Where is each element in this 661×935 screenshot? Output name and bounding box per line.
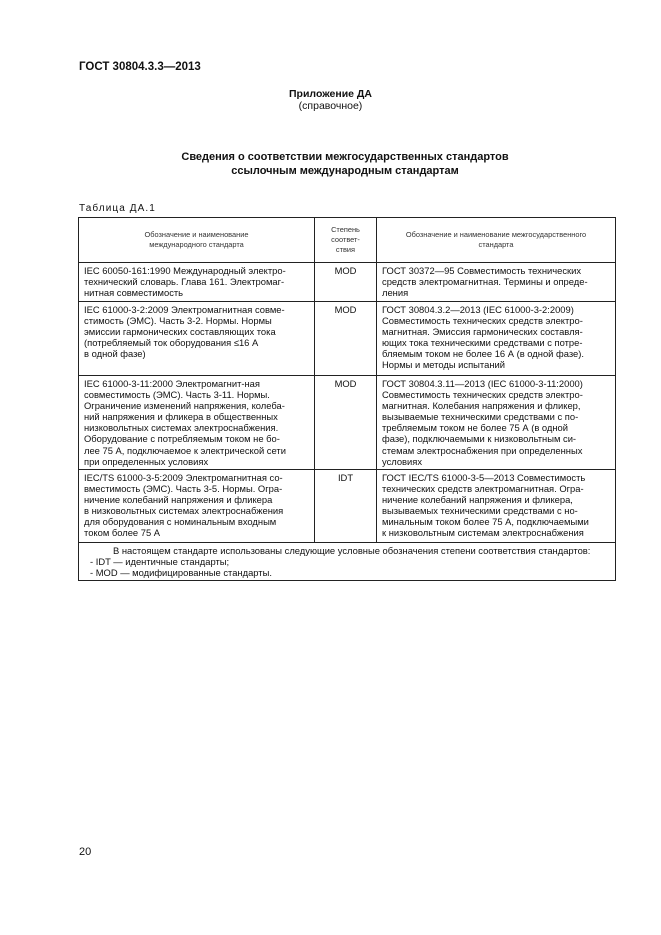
interstate-standard-cell: ГОСТ 30804.3.11—2013 (IEC 61000-3-11:2000) Совместимость технических средств электро- магнитная. Колебания напряжения и фликер, вызываемые техническими средствами с по- требляемым током не более 75 А (в одной фазе), подключаемыми к низковольтным си- стемам электроснабжения при определенных условиях [377, 376, 616, 470]
document-code: ГОСТ 30804.3.3—2013 [79, 61, 201, 73]
annex-subtitle: (справочное) [298, 100, 363, 112]
degree-cell: MOD [315, 263, 377, 302]
table-note [79, 542, 616, 580]
international-standard-cell: IEC 61000-3-2:2009 Электромагнитная совме- стимость (ЭМС). Часть 3-2. Нормы. Нормы эмиссии гармонических составляющих тока (потребляемый ток оборудования ≤16 А в одной фазе) [79, 302, 315, 376]
page-number: 20 [79, 846, 92, 858]
international-standard-cell: IEC 61000-3-11:2000 Электромагнит-ная совместимость (ЭМС). Часть 3-11. Нормы. Ограничение изменений напряжения, колеба- ний напряжения и фликера в общественных низковольтных системах электроснабжения. Оборудование с потребляемым током не бо- лее 75 А, подключаемое к электрической сети при определенных условиях [79, 376, 315, 470]
table-row [79, 263, 616, 302]
interstate-standard-cell: ГОСТ 30804.3.2—2013 (IEC 61000-3-2:2009) Совместимость технических средств электро- магнитная. Эмиссия гармонических составля- ющих тока техническими средствами с потре- бляемым током не более 16 А (в одной фазе). Нормы и методы испытаний [377, 302, 616, 376]
header-interstate-standard: Обозначение и наименование межгосударственного стандарта [377, 218, 616, 263]
degree-cell: MOD [315, 376, 377, 470]
table-caption: Таблица ДА.1 [79, 203, 156, 214]
note-item-mod: - MOD — модифицированные стандарты. [90, 566, 272, 578]
header-degree: Степень соответ- ствия [315, 218, 377, 263]
table-note-row [79, 542, 616, 580]
interstate-standard-cell: ГОСТ 30372—95 Совместимость технических средств электромагнитная. Термины и опреде- ления [377, 263, 616, 302]
note-item-idt: - IDT — идентичные стандарты; [90, 555, 230, 567]
table-row [79, 302, 616, 376]
table-row [79, 376, 616, 470]
table-header-row [79, 218, 616, 263]
section-heading [0, 151, 661, 178]
header-international-standard: Обозначение и наименование международного стандарта [79, 218, 315, 263]
degree-cell: MOD [315, 302, 377, 376]
international-standard-cell: IEC/TS 61000-3-5:2009 Электромагнитная со- вместимость (ЭМС). Часть 3-5. Нормы. Огра- ничение колебаний напряжения и фликера в низковольтных системах электроснабжения для оборудования с номинальным входным током более 75 А [79, 469, 315, 542]
annex-title-block [0, 88, 661, 112]
interstate-standard-cell: ГОСТ IEC/TS 61000-3-5—2013 Совместимость технических средств электромагнитная. Огра- ничение колебаний напряжения и фликера, вызываемых техническими средствами с но- минальным током более 75 А, подключаемыми к низковольтным системам электроснабжения [377, 469, 616, 542]
section-heading-line-2: ссылочным международным стандартам [231, 164, 459, 177]
note-intro: В настоящем стандарте использованы следующие условные обозначения степени соответствия стандартов: [113, 544, 591, 556]
degree-cell: IDT [315, 469, 377, 542]
table-row [79, 469, 616, 542]
international-standard-cell: IEC 60050-161:1990 Международный электро- технический словарь. Глава 161. Электромаг- нитная совместимость [79, 263, 315, 302]
correspondence-table [78, 217, 616, 581]
section-heading-line-1: Сведения о соответствии межгосударственных стандартов [181, 151, 509, 163]
annex-title: Приложение ДА [289, 88, 372, 100]
